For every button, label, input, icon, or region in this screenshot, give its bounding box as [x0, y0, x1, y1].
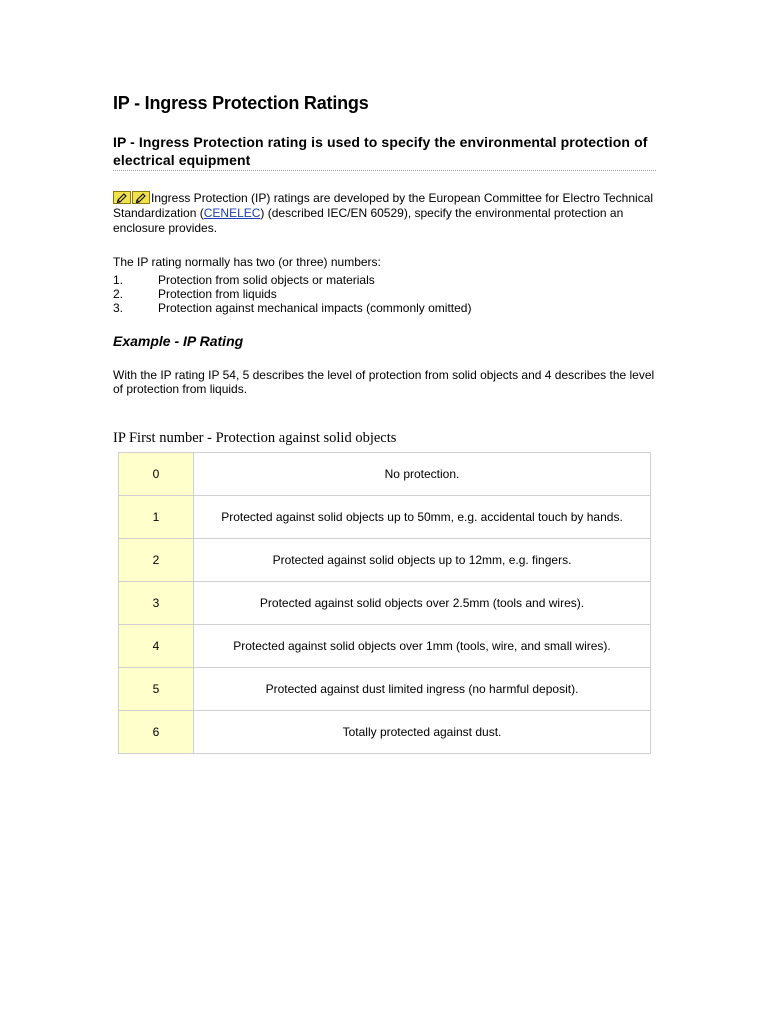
- list-text: Protection from liquids: [158, 287, 277, 301]
- divider: [113, 170, 656, 171]
- rating-code-cell: 0: [119, 453, 194, 496]
- numbers-lead: The IP rating normally has two (or three) numbers:: [113, 255, 381, 269]
- rating-code-cell: 6: [119, 711, 194, 754]
- rating-description-cell: Protected against dust limited ingress (no harmful deposit).: [194, 668, 651, 711]
- list-text: Protection against mechanical impacts (commonly omitted): [158, 301, 472, 315]
- table-row: [119, 539, 651, 582]
- rating-code-cell: 5: [119, 668, 194, 711]
- table-caption: IP First number - Protection against solid objects: [113, 430, 397, 446]
- rating-description-cell: Protected against solid objects over 2.5mm (tools and wires).: [194, 582, 651, 625]
- rating-code-cell: 1: [119, 496, 194, 539]
- list-item: [113, 301, 658, 315]
- intro-paragraph: [113, 191, 658, 236]
- table-row: [119, 625, 651, 668]
- page-title: IP - Ingress Protection Ratings: [113, 93, 369, 113]
- page-subtitle: IP - Ingress Protection rating is used to specify the environmental protection of electrical equipment: [113, 134, 648, 168]
- list-number: 3.: [113, 301, 124, 315]
- cenelec-link[interactable]: CENELEC: [203, 206, 261, 220]
- ip-rating-table: [118, 452, 651, 754]
- rating-description-cell: Protected against solid objects over 1mm (tools, wire, and small wires).: [194, 625, 651, 668]
- table-row: [119, 453, 651, 496]
- rating-code-cell: 2: [119, 539, 194, 582]
- rating-description-cell: Protected against solid objects up to 12mm, e.g. fingers.: [194, 539, 651, 582]
- rating-description-cell: Totally protected against dust.: [194, 711, 651, 754]
- numbers-list: [113, 273, 658, 315]
- list-number: 1.: [113, 273, 124, 287]
- list-item: [113, 273, 658, 287]
- intro-text-after: ) (described IEC/EN 60529), specify the environmental protection an enclosure provides.: [113, 206, 624, 235]
- list-text: Protection from solid objects or materials: [158, 273, 375, 287]
- example-paragraph: With the IP rating IP 54, 5 describes the level of protection from solid objects and 4 describes the level of protection from liquids.: [113, 368, 655, 396]
- rating-description-cell: Protected against solid objects up to 50mm, e.g. accidental touch by hands.: [194, 496, 651, 539]
- list-number: 2.: [113, 287, 124, 301]
- example-heading: Example - IP Rating: [113, 333, 244, 349]
- rating-code-cell: 3: [119, 582, 194, 625]
- table-row: [119, 582, 651, 625]
- edit-icons[interactable]: [113, 191, 150, 204]
- intro-text-before: Ingress Protection (IP) ratings are developed by the European Committee for Electro Technical Standardization (: [113, 191, 654, 220]
- rating-description-cell: No protection.: [194, 453, 651, 496]
- edit-icon[interactable]: [114, 192, 131, 204]
- table-row: [119, 668, 651, 711]
- table-row: [119, 496, 651, 539]
- rating-code-cell: 4: [119, 625, 194, 668]
- list-item: [113, 287, 658, 301]
- table-row: [119, 711, 651, 754]
- edit-icon[interactable]: [133, 192, 150, 204]
